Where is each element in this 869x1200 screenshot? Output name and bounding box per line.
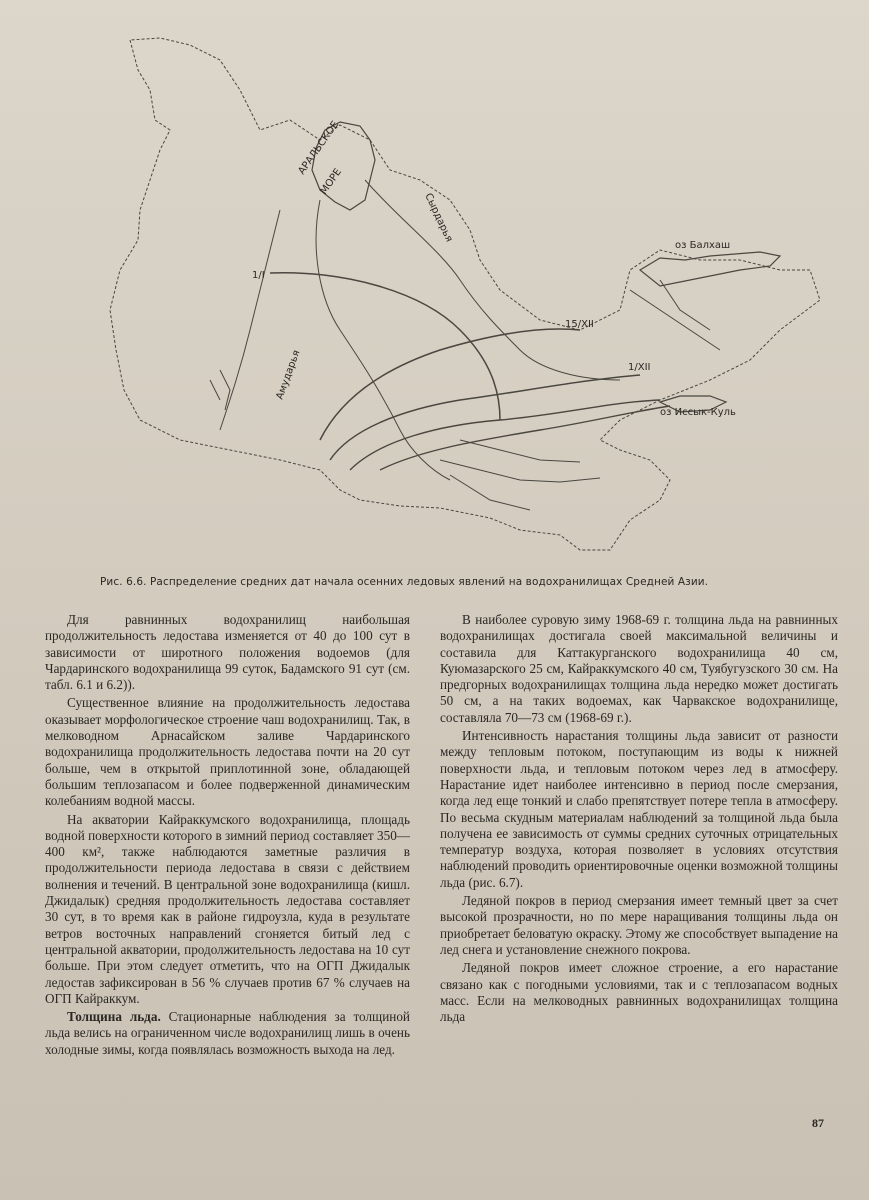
label-iso-1-12: 1/XII bbox=[628, 362, 651, 373]
label-balkhash: оз Балхаш bbox=[675, 240, 731, 251]
paragraph: Существенное влияние на продолжительность ледостава оказывает морфологическое строение чаш водохранилищ. Так, в мелководном Арнасайском заливе Чардаринского водохранилища продолжительность ледостава почти на 20 сут больше, чем в открытой приплотинной зоне, обладающей большим теплозапасом и более подверженной динамическим колебаниям водной массы. bbox=[45, 695, 410, 809]
right-column bbox=[440, 612, 838, 1027]
region-boundary bbox=[110, 38, 820, 550]
amudarya-river bbox=[316, 200, 450, 480]
map-drawing bbox=[20, 30, 840, 570]
paragraph: В наиболее суровую зиму 1968-69 г. толщина льда на равнинных водохранилищах достигала своей максимальной величины и составила для Каттакурганского водохранилища 40 см, Куюмазарского 25 см, Кайраккумского 40 см, Туябугузского 30 см. На предгорных водохранилищах толщина льда нередко может достигать 50 см, а на таких водоемах, как Чарвакское водохранилище, составляла 70—73 см (1968-69 г.). bbox=[440, 612, 838, 725]
syrdarya-river bbox=[365, 180, 620, 380]
paragraph: Ледяной покров в период смерзания имеет темный цвет за счет высокой прозрачности, но по мере наращивания толщины льда он приобретает беловатую окраску. Этому же способствует выпадение на лед снега и установление снежного покрова. bbox=[440, 893, 838, 957]
label-iso-1-1: 1/I bbox=[252, 270, 265, 281]
section-heading: Толщина льда. bbox=[67, 1009, 161, 1025]
isochrone-15-12 bbox=[320, 329, 580, 440]
paragraph: Интенсивность нарастания толщины льда зависит от разности между тепловым потоком, поступающим из воды к нижней поверхности льда, и тепловым потоком через лед в атмосферу. Нарастание идет наиболее интенсивно в период после смерзания, когда лед еще тонкий и слабо препятствует потере тепла в атмосферу. По весьма скудным материалам наблюдений за толщиной льда была получена ее зависимость от суммы средних суточных отрицательных температур воздуха, которая позволяет в условиях отсутствия наблюдений проводить ориентировочные оценки возможной толщины льда (рис. 6.7). bbox=[440, 728, 838, 890]
paragraph: Ледяной покров имеет сложное строение, а его нарастание связано как с погодными условиями, так и с теплозапасом водных масс. Если на мелководных равнинных водохранилищах толщина льда bbox=[440, 960, 838, 1025]
label-syrdarya: Сырдарья bbox=[422, 191, 455, 244]
figure-caption: Рис. 6.6. Распределение средних дат начала осенних ледовых явлений на водохранилищах Средней Азии. bbox=[100, 576, 709, 588]
label-aral-2: МОРЕ bbox=[318, 166, 345, 197]
page-number: 87 bbox=[812, 1116, 824, 1130]
paragraph bbox=[45, 1009, 410, 1058]
paragraph: На акватории Кайраккумского водохранилища, площадь водной поверхности которого в зимний период составляет 350—400 км², также наблюдаются заметные различия в продолжительности периода ледостава в связи с действием волнения и течений. В центральной зоне водохранилища (кишл. Джидалык) средняя продолжительность ледостава составляет 30 сут, в то время как в районе гидроузла, куда в результате ветров восточных направлений сгоняется битый лед с центральной акватории, продолжительность ледостава на 10 сут больше. При этом следует отметить, что на ОГП Джидалык ледостав зафиксирован в 56 % случаев против 67 % случаев на ОГП Кайраккум. bbox=[45, 811, 410, 1006]
paragraph-body: Стационарные наблюдения за толщиной льда велись на ограниченном числе водохранилищ лишь в очень холодные зимы, когда появлялась возможность выхода на лед. bbox=[45, 1009, 410, 1057]
isochrone-1-1 bbox=[270, 273, 500, 420]
map-figure bbox=[20, 30, 840, 570]
label-issyk-kul: оз Иссык-Куль bbox=[660, 407, 736, 418]
paragraph: Для равнинных водохранилищ наибольшая продолжительность ледостава изменяется от 40 до 100 сут в зависимости от широтного положения водоемов (для Чардаринского водохранилища 99 суток, Бадамского 91 сут (см. табл. 6.1 и 6.2)). bbox=[45, 612, 410, 693]
left-column bbox=[45, 612, 410, 1060]
label-aral-1: АРАЛЬСКОЕ bbox=[296, 119, 342, 177]
label-amudarya: Амударья bbox=[274, 348, 303, 402]
label-iso-15-12: 15/XII bbox=[565, 319, 594, 330]
